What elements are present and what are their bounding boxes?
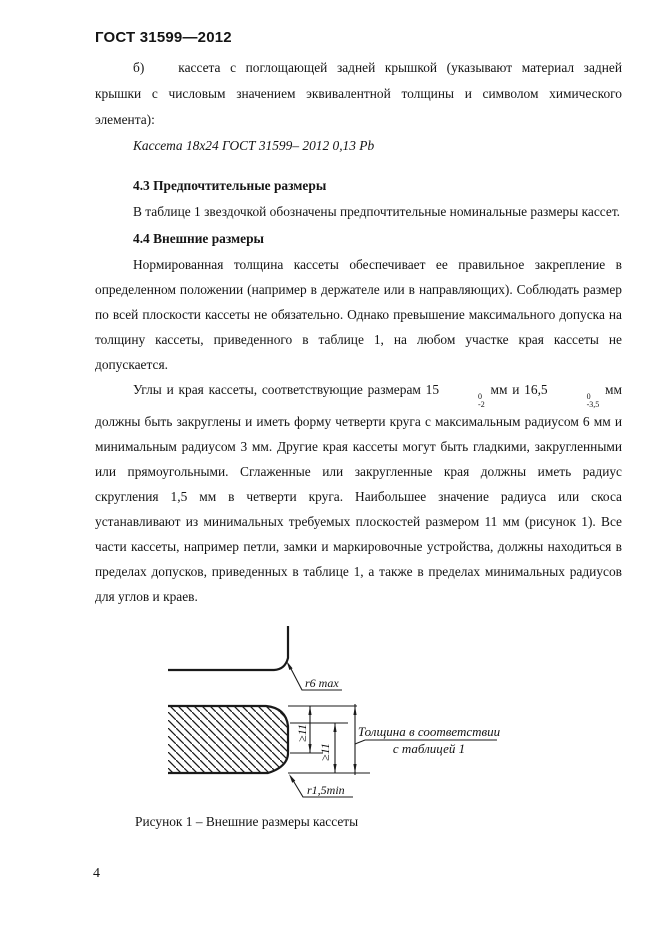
paragraph-item-b <box>95 55 622 133</box>
tolerance-16-5 <box>549 393 600 409</box>
thickness-label-line2: с таблицей 1 <box>392 741 466 756</box>
thickness-label-line1: Толщина в соответствии <box>357 724 501 739</box>
page-number: 4 <box>93 866 100 881</box>
corner-radius-outline <box>168 626 342 690</box>
list-label-b: б) <box>133 60 145 75</box>
radius-min-leader <box>289 774 353 797</box>
dimension-upper-11 <box>295 706 312 753</box>
paragraph-item-b-text: кассета с поглощающей задней крышкой (указывают материал задней крышки с числовым значением эквивалентной толщины и символом химического элемента): <box>95 60 622 127</box>
paragraph-4-4-2 <box>95 377 622 609</box>
paragraph-4-4-2-part2: мм и 16,5 <box>485 382 548 397</box>
tolerance-15-sup: 0 <box>478 392 483 401</box>
tolerance-16-5-sub: -3,5 <box>586 400 600 409</box>
paragraph-4-3: В таблице 1 звездочкой обозначены предпочтительные номинальные размеры кассет. <box>133 204 621 219</box>
tolerance-15-sub: -2 <box>478 400 485 409</box>
dim-upper-label: ≥11 <box>295 724 309 742</box>
paragraph-4-4-1: Нормированная толщина кассеты обеспечивает ее правильное закрепление в определенном положении (например в держателе или в направляющих). Соблюдать размер по всей плоскости кассеты не обязательно. Однако превышение максимального допуска на толщину кассеты, приведенного в таблице 1, на любом участке края кассеты не допускается. <box>95 257 622 372</box>
paragraph-4-4-2-part3: мм должны быть закруглены и иметь форму четверти круга с максимальным радиусом 6 мм и минимальным радиусом 3 мм. Другие края кассеты могут быть гладкими, закругленными или прямоугольными. Сглаженные или закругленные края должны иметь радиус скругления 1,5 мм в четверти круга. Наибольшее значение радиуса или скоса устанавливают из минимальных требуемых плоскостей размером 11 мм (рисунок 1). Все части кассеты, например петли, замки и маркировочные устройства, должны находиться в пределах допусков, приведенных в таблице 1, а также в пределах минимальных радиусов для углов и краев. <box>95 382 623 604</box>
heading-4-4: 4.4 Внешние размеры <box>133 231 265 246</box>
radius-min-label: r1,5min <box>307 783 345 797</box>
heading-4-3: 4.3 Предпочтительные размеры <box>133 178 327 193</box>
tolerance-16-5-sup: 0 <box>586 392 591 401</box>
dimension-thickness <box>353 704 500 775</box>
tolerance-15 <box>440 393 485 409</box>
paragraph-4-4-2-part1: Углы и края кассеты, соответствующие размерам 15 <box>133 382 440 397</box>
example-designation: Кассета 18х24 ГОСТ 31599– 2012 0,13 Pb <box>133 138 375 153</box>
figure-1-caption: Рисунок 1 – Внешние размеры кассеты <box>135 814 359 829</box>
radius-max-label: r6 max <box>305 676 339 690</box>
document-title: ГОСТ 31599—2012 <box>95 29 232 46</box>
dimension-lower-11 <box>318 723 337 773</box>
figure-1-drawing <box>160 616 520 816</box>
body-text-block <box>95 55 622 609</box>
dim-lower-label: ≥11 <box>318 743 332 761</box>
hatch-fill <box>168 706 288 773</box>
cassette-cross-section <box>168 706 370 773</box>
figure-1 <box>160 616 520 816</box>
